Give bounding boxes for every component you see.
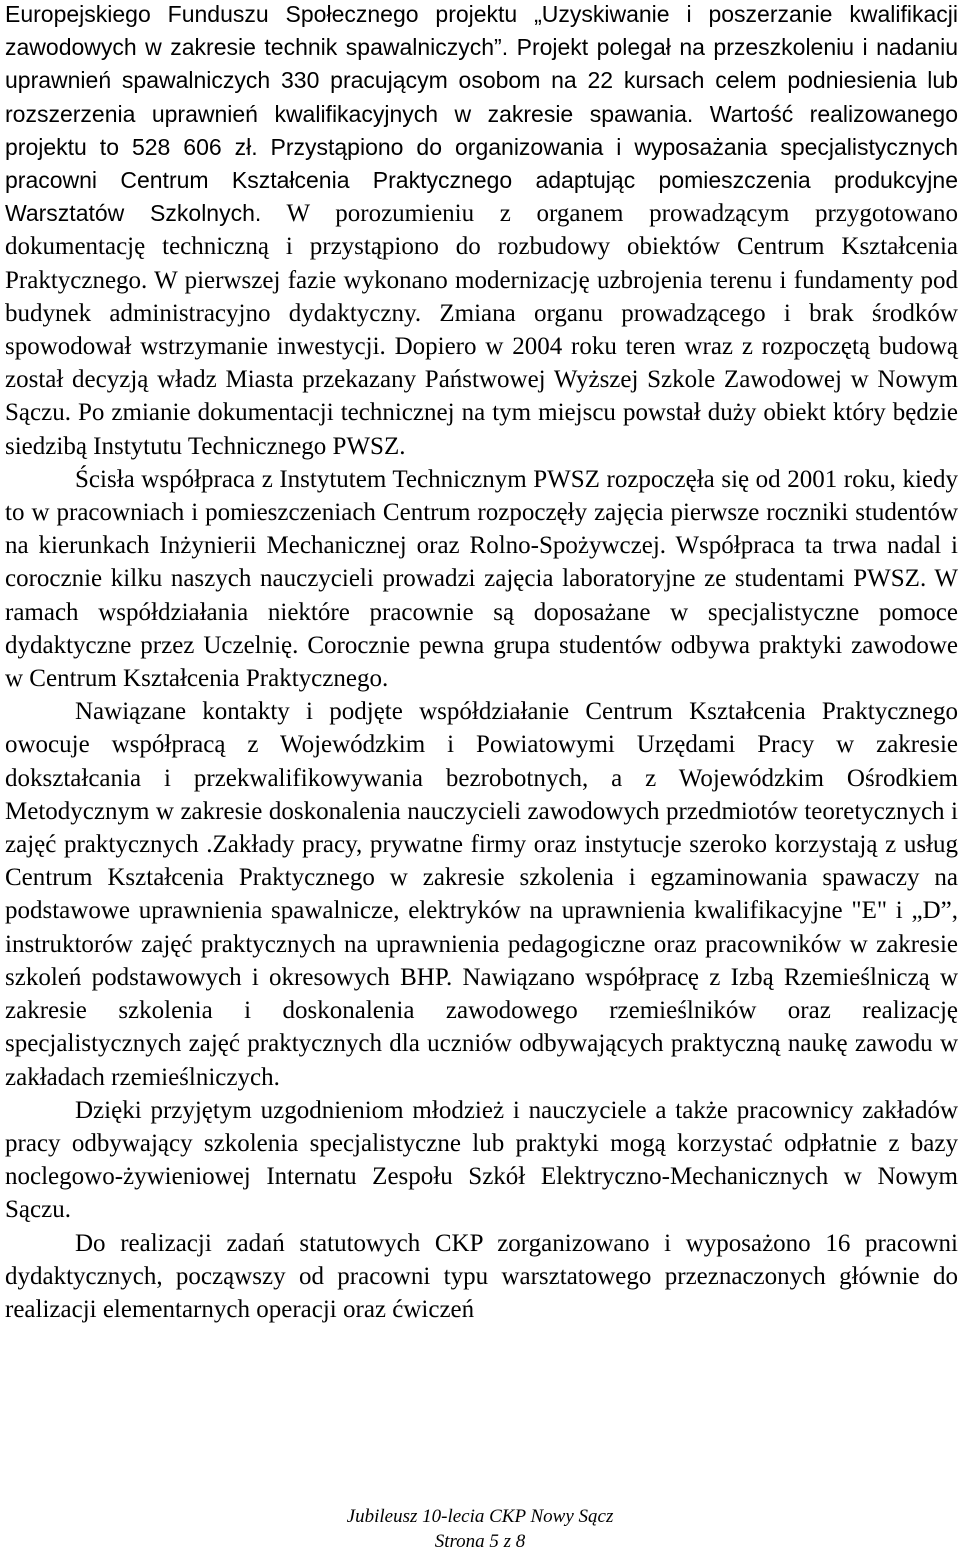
paragraph-2-text: Ścisła współpraca z Instytutem Technicznym PWSZ rozpoczęła się od 2001 roku, kiedy to w pracowniach i pomieszczeniach Centrum rozpoczęły zajęcia pierwsze roczniki studentów na kierunkach Inżynierii Mechanicznej oraz Rolno-Spożywczej. Współpraca ta trwa nadal i corocznie kilku naszych nauczycieli prowadzi zajęcia laboratoryjne ze studentami PWSZ. W ramach współdziałania niektóre pracownie są doposażane w specjalistyczne pomoce dydaktyczne przez Uczelnię. Corocznie pewna grupa studentów odbywa praktyki zawodowe w Centrum Kształcenia Praktycznego. [5, 465, 958, 693]
paragraph-3-text: Nawiązane kontakty i podjęte współdziałanie Centrum Kształcenia Praktycznego owocuje współpracą z Wojewódzkim i Powiatowymi Urzędami Pracy w zakresie dokształcania i przekwalifikowywania bezrobotnych, a z Wojewódzkim Ośrodkiem Metodycznym w zakresie doskonalenia nauczycieli zawodowych przedmiotów teoretycznych i zajęć praktycznych .Zakłady pracy, prywatne firmy oraz instytucje szeroko korzystają z usług Centrum Kształcenia Praktycznego w zakresie szkolenia i egzaminowania spawaczy na podstawowe uprawnienia spawalnicze, elektryków na uprawnienia kwalifikacyjne "E" i „D”, instruktorów zajęć praktycznych na uprawnienia pedagogiczne oraz pracowników w zakresie szkoleń podstawowych i okresowych BHP. Nawiązano współpracę z Izbą Rzemieślniczą w zakresie szkolenia i doskonalenia zawodowego rzemieślników oraz realizację specjalistycznych zajęć praktycznych dla uczniów odbywających praktyczną naukę zawodu w zakładach rzemieślniczych. [5, 698, 958, 1091]
paragraph-3 [5, 695, 958, 1093]
paragraph-1-segment-4: W porozumieniu z organem prowadzącym przygotowano dokumentację techniczną i przystąpiono do rozbudowy obiektów Centrum Kształcenia Praktycznego. W pierwszej fazie wykonano modernizację uzbrojenia terenu i fundamenty pod budynek administracyjno dydaktyczny. Zmiana organu prowadzącego i brak środków spowodował wstrzymanie inwestycji. Dopiero w 2004 roku teren wraz z rozpoczętą budową został decyzją władz Miasta przekazany Państwowej Wyższej Szkole Zawodowej w Nowym Sączu. Po zmianie dokumentacji technicznej na tym miejscu powstał duży obiekt który będzie siedzibą Instytutu Technicznego PWSZ. [5, 200, 958, 460]
paragraph-1-segment-2 [258, 134, 271, 161]
page-number: Strona 5 z 8 [434, 1531, 526, 1552]
paragraph-1 [5, 0, 958, 463]
page-footer [0, 1504, 960, 1554]
paragraph-1-segment-3: Przystąpiono do organizowania i wyposażania specjalistycznych pracowni Centrum Kształcenia Praktycznego adaptując pomieszczenia produkcyjne Warsztatów Szkolnych. [5, 133, 958, 227]
paragraph-5-text: Do realizacji zadań statutowych CKP zorganizowano i wyposażono 16 pracowni dydaktycznych, począwszy od pracowni typu warsztatowego przeznaczonych głównie do realizacji elementarnych operacji oraz ćwiczeń [5, 1229, 958, 1323]
paragraph-4 [5, 1094, 958, 1227]
paragraph-2 [5, 463, 958, 695]
footer-title: Jubileusz 10-lecia CKP Nowy Sącz [346, 1506, 614, 1527]
paragraph-1-segment-1: Europejskiego Funduszu Społecznego projektu „Uzyskiwanie i poszerzanie kwalifikacji zawodowych w zakresie technik spawalniczych”. Projekt polegał na przeszkoleniu i nadaniu uprawnień spawalniczych 330 pracującym osobom na 22 kursach celem podniesienia lub rozszerzenia uprawnień kwalifikacyjnych w zakresie spawania. Wartość realizowanego projektu to 528 606 zł. [5, 1, 958, 160]
document-page [5, 0, 958, 1326]
paragraph-5 [5, 1227, 958, 1327]
paragraph-4-text: Dzięki przyjętym uzgodnieniom młodzież i nauczyciele a także pracownicy zakładów pracy odbywający szkolenia specjalistyczne lub praktyki mogą korzystać odpłatnie z bazy noclegowo-żywieniowej Internatu Zespołu Szkół Elektryczno-Mechanicznych w Nowym Sączu. [5, 1096, 958, 1224]
body-text [5, 0, 958, 1326]
